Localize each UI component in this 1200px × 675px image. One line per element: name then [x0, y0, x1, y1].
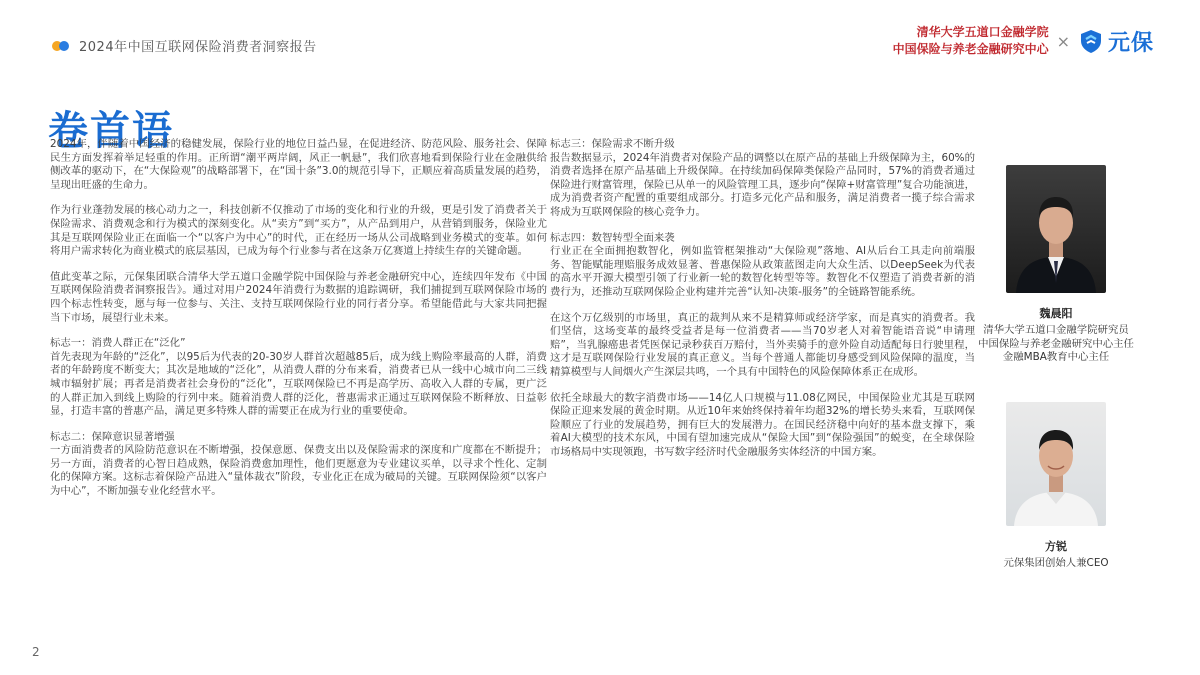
partner-institution [893, 24, 1049, 58]
section-title-1: 标志一：消费人群正在“泛化” [50, 337, 186, 350]
portrait-icon [1006, 402, 1106, 526]
section-mark-4 [550, 232, 975, 300]
report-title: 2024年中国互联网保险消费者洞察报告 [79, 40, 317, 55]
partner-line-2: 中国保险与养老金融研究中心 [892, 42, 1049, 56]
author-role-1-line-1: 清华大学五道口金融学院研究员 [983, 324, 1129, 336]
section-mark-1 [50, 337, 547, 419]
author-photo-2 [1006, 402, 1106, 526]
paragraph-report: 值此变革之际，元保集团联合清华大学五道口金融学院中国保险与养老金融研究中心，连续四年发布《中国互联网保险消费者洞察报告》。通过对用户2024年消费行为数据的追踪调研，我们捕捉到互联网保险市场的四个标志性转变，愿与每一位参与、关注、支持互联网保险行业的同行者分享。希望能借此与大家共同把握当下市场，展望行业未来。 [50, 270, 547, 324]
text-column-2 [550, 138, 975, 471]
report-header [52, 36, 317, 55]
header-dots-icon [52, 41, 69, 51]
paragraph-outlook: 依托全球最大的数字消费市场——14亿人口规模与11.08亿网民，中国保险业尤其是互联网保险正迎来发展的黄金时期。从近10年来始终保持着年均超32%的增长势头来看，互联网保险顺应了行业的发展趋势，拥有巨大的发展潜力。在国民经济稳中向好的基本盘支撑下，乘着AI大模型的技术东风，中国有望加速完成从“保险大国”到“保险强国”的蜕变，在全球保险市场格局中实现领跑，书写数字经济时代金融服务实体经济的中国方案。 [550, 391, 975, 458]
section-title-4: 标志四：数智转型全面来袭 [550, 231, 675, 244]
paragraph-consumers: 在这个万亿级别的市场里，真正的裁判从来不是精算师或经济学家，而是真实的消费者。我们坚信，这场变革的最终受益者是每一位消费者——当70岁老人对着智能语音说“申请理赔”，当乳腺癌患者凭医保记录秒获百万赔付，当外卖骑手的意外险自动适配每日行驶里程，这才是互联网保险行业发展的真正意义。当每个普通人都能切身感受到风险保障的温度，当精算模型与人间烟火产生深层共鸣，一个具有中国特色的风险保障体系正在成形。 [550, 311, 975, 378]
author-role-2 [956, 557, 1156, 571]
section-body-4: 行业正在全面拥抱数智化，例如监管框架推动“大保险观”落地、AI从后台工具走向前端服务、智能赋能理赔服务成效显著、普惠保险从政策蓝图走向大众生活、以DeepSeek为代表的高水平开源大模型引领了行业新一轮的数智化转型等等。数智化不仅塑造了消费者新的消费行为，还推动互联网保险企业构建并完善“认知-决策-服务”的全链路智能系统。 [550, 245, 975, 298]
section-mark-2 [50, 431, 547, 499]
page-title: 卷首语 [48, 107, 174, 154]
logo-text: 元保 [1107, 30, 1154, 56]
section-body-1: 首先表现为年龄的“泛化”，以95后为代表的20-30岁人群首次超越85后，成为线上购险率最高的人群，消费者的年龄跨度不断变大；其次是地域的“泛化”，从消费人群的分布来看，消费者已从一线中心城市向二三线城市辐射扩展；再者是消费者社会身份的“泛化”，互联网保险已不再是高学历、高收入人群的专属，更广泛的人群正加入到线上购险的行列中来。随着消费人群的泛化，普惠需求正通过互联网保险不断释放、日益彰显，打造丰富的普惠产品，满足更多特殊人群的需要正在成为行业的重要使命。 [50, 350, 547, 418]
section-mark-3 [550, 138, 975, 220]
author-role-1-line-2: 中国保险与养老金融研究中心主任 [978, 337, 1134, 350]
paragraph-intro: 2024年，伴随着中国经济的稳健发展，保险行业的地位日益凸显，在促进经济、防范风险、服务社会、保障民生方面发挥着举足轻重的作用。正所谓“潮平两岸阔，风正一帆悬”，我们欣喜地看到保险行业在金融供给侧改革的驱动下，在“大保险观”的战略部署下，在“国十条”3.0的规范引导下，正顺应着高质量发展的趋势，呈现出旺盛的生命力。 [50, 138, 547, 191]
partner-logos [893, 24, 1154, 58]
text-column-1 [50, 138, 547, 511]
author-name-1: 魏晨阳 [1039, 307, 1073, 320]
page-number: 2 [32, 645, 40, 659]
author-name-2: 方锐 [1045, 540, 1067, 553]
times-icon: × [1056, 31, 1070, 51]
section-title-3: 标志三：保险需求不断升级 [550, 138, 675, 150]
author-role-2-line-1: 元保集团创始人兼CEO [1003, 557, 1109, 569]
shield-icon [1078, 28, 1104, 54]
author-card-1 [956, 165, 1156, 365]
portrait-icon [1006, 165, 1106, 293]
paragraph-tech: 作为行业蓬勃发展的核心动力之一，科技创新不仅推动了市场的变化和行业的升级，更是引发了消费者关于保险需求、消费观念和行为模式的深刻变化。从“卖方”到“买方”，从产品到用户，从营销到服务，保险业尤其是互联网保险业正在面临一个“以客户为中心”的时代，正在经历一场从公司战略到业务模式的变革。如何将用户需求转化为商业模式的底层基因，已成为每个行业参与者在这条万亿赛道上持续生存的关键命题。 [50, 204, 547, 258]
section-body-3: 报告数据显示，2024年消费者对保险产品的调整以在原产品的基础上升级保障为主，60%的消费者选择在原产品基础上升级保障。在持续加码保障类保险产品同时，57%的消费者通过保险进行财富管理，保险已从单一的风险管理工具，逐步向“保障+财富管理”复合功能演进，成为消费者资产配置的重要组成部分。打造多元化产品和服务，满足消费者一揽子综合需求将成为互联网保险的核心竞争力。 [550, 151, 975, 218]
partner-line-1: 清华大学五道口金融学院 [916, 25, 1049, 39]
author-photo-1 [1006, 165, 1106, 293]
author-card-2 [956, 402, 1156, 571]
yuanbao-logo [1078, 26, 1154, 57]
author-role-1 [956, 324, 1156, 365]
section-title-2: 标志二：保障意识显著增强 [50, 430, 175, 443]
author-role-1-line-3: 金融MBA教育中心主任 [1002, 351, 1110, 364]
section-body-2: 一方面消费者的风险防范意识在不断增强，投保意愿、保费支出以及保险需求的深度和广度都在不断提升；另一方面，消费者的心智日趋成熟，保险消费愈加理性，他们更愿意为专业建议买单，以寻求个性化、定制化的保障方案。这标志着保险产品进入“量体裁衣”阶段，专业化正在成为破局的关键。互联网保险须“以客户为中心”，不断加强专业化经营水平。 [50, 444, 547, 498]
